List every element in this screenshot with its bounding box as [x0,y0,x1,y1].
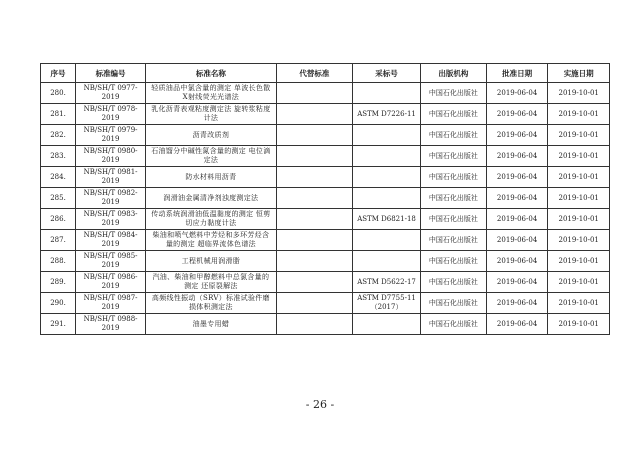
page-number: - 26 - [305,398,335,411]
cell-seq: 286. [41,209,76,230]
cell-adopted-number [353,167,421,188]
cell-adopted-number [353,146,421,167]
cell-standard-name: 高频线性振动（SRV）标准试验件磨损体积测定法 [146,293,277,314]
cell-publisher: 中国石化出版社 [421,272,487,293]
header-standard-number: 标准编号 [76,64,146,83]
cell-adopted-number [353,83,421,104]
cell-replaced-standard [276,293,352,314]
cell-seq: 280. [41,83,76,104]
cell-adopted-number: ASTM D7755-11（2017） [353,293,421,314]
table-row [41,125,610,146]
cell-replaced-standard [276,209,352,230]
cell-standard-name: 润滑油金属清净剂浊度测定法 [146,188,277,209]
cell-approval-date: 2019-06-04 [486,167,548,188]
cell-approval-date: 2019-06-04 [486,83,548,104]
cell-publisher: 中国石化出版社 [421,125,487,146]
header-adopted-number: 采标号 [353,64,421,83]
cell-implementation-date: 2019-10-01 [548,167,610,188]
cell-seq: 281. [41,104,76,125]
cell-publisher: 中国石化出版社 [421,83,487,104]
cell-implementation-date: 2019-10-01 [548,293,610,314]
cell-seq: 285. [41,188,76,209]
cell-replaced-standard [276,83,352,104]
cell-replaced-standard [276,146,352,167]
cell-replaced-standard [276,314,352,335]
cell-publisher: 中国石化出版社 [421,314,487,335]
cell-adopted-number [353,188,421,209]
cell-standard-number: NB/SH/T 0984-2019 [76,230,146,251]
cell-adopted-number [353,125,421,146]
table-row [41,209,610,230]
cell-adopted-number: ASTM D7226-11 [353,104,421,125]
standards-table [40,63,610,335]
cell-standard-name: 乳化沥青表观粘度测定法 旋转浆粘度计法 [146,104,277,125]
cell-seq: 283. [41,146,76,167]
cell-implementation-date: 2019-10-01 [548,188,610,209]
cell-standard-name: 轻质油品中氯含量的测定 单波长色散X射线荧光光谱法 [146,83,277,104]
header-approval-date: 批准日期 [486,64,548,83]
cell-replaced-standard [276,188,352,209]
cell-standard-number: NB/SH/T 0988-2019 [76,314,146,335]
cell-standard-name: 沥青改质剂 [146,125,277,146]
cell-seq: 282. [41,125,76,146]
cell-approval-date: 2019-06-04 [486,104,548,125]
cell-implementation-date: 2019-10-01 [548,230,610,251]
cell-standard-name: 工程机械用润滑脂 [146,251,277,272]
table-row [41,188,610,209]
header-publisher: 出版机构 [421,64,487,83]
cell-publisher: 中国石化出版社 [421,146,487,167]
table-row [41,83,610,104]
cell-standard-name: 柴油和喷气燃料中芳烃和多环芳烃含量的测定 超临界流体色谱法 [146,230,277,251]
cell-standard-number: NB/SH/T 0979-2019 [76,125,146,146]
cell-standard-name: 防水材料用沥青 [146,167,277,188]
cell-approval-date: 2019-06-04 [486,146,548,167]
cell-implementation-date: 2019-10-01 [548,125,610,146]
cell-standard-number: NB/SH/T 0986-2019 [76,272,146,293]
cell-implementation-date: 2019-10-01 [548,146,610,167]
table-header-row [41,64,610,83]
cell-replaced-standard [276,230,352,251]
cell-seq: 287. [41,230,76,251]
cell-implementation-date: 2019-10-01 [548,209,610,230]
cell-standard-number: NB/SH/T 0978-2019 [76,104,146,125]
cell-standard-number: NB/SH/T 0985-2019 [76,251,146,272]
table-row [41,230,610,251]
cell-implementation-date: 2019-10-01 [548,251,610,272]
cell-standard-number: NB/SH/T 0980-2019 [76,146,146,167]
cell-publisher: 中国石化出版社 [421,104,487,125]
table-row [41,146,610,167]
cell-adopted-number [353,314,421,335]
cell-implementation-date: 2019-10-01 [548,272,610,293]
cell-replaced-standard [276,125,352,146]
cell-implementation-date: 2019-10-01 [548,83,610,104]
header-standard-name: 标准名称 [146,64,277,83]
table-row [41,104,610,125]
cell-approval-date: 2019-06-04 [486,293,548,314]
table-row [41,293,610,314]
cell-standard-number: NB/SH/T 0977-2019 [76,83,146,104]
cell-publisher: 中国石化出版社 [421,230,487,251]
cell-approval-date: 2019-06-04 [486,209,548,230]
cell-standard-name: 传动系统润滑油低温黏度的测定 恒剪切应力黏度计法 [146,209,277,230]
cell-seq: 288. [41,251,76,272]
cell-publisher: 中国石化出版社 [421,251,487,272]
header-implementation-date: 实施日期 [548,64,610,83]
header-replaced-standard: 代替标准 [276,64,352,83]
cell-adopted-number [353,230,421,251]
cell-approval-date: 2019-06-04 [486,125,548,146]
cell-replaced-standard [276,272,352,293]
cell-publisher: 中国石化出版社 [421,293,487,314]
table-row [41,314,610,335]
cell-approval-date: 2019-06-04 [486,272,548,293]
cell-approval-date: 2019-06-04 [486,188,548,209]
cell-standard-number: NB/SH/T 0983-2019 [76,209,146,230]
cell-standard-number: NB/SH/T 0981-2019 [76,167,146,188]
cell-approval-date: 2019-06-04 [486,230,548,251]
cell-standard-number: NB/SH/T 0987-2019 [76,293,146,314]
cell-implementation-date: 2019-10-01 [548,314,610,335]
table-row [41,167,610,188]
cell-replaced-standard [276,104,352,125]
cell-standard-number: NB/SH/T 0982-2019 [76,188,146,209]
cell-implementation-date: 2019-10-01 [548,104,610,125]
cell-publisher: 中国石化出版社 [421,209,487,230]
cell-standard-name: 汽油、柴油和甲醇燃料中总氯含量的测定 还原裂解法 [146,272,277,293]
cell-seq: 289. [41,272,76,293]
cell-standard-name: 石油馏分中碱性氮含量的测定 电位滴定法 [146,146,277,167]
cell-standard-name: 油墨专用蜡 [146,314,277,335]
cell-replaced-standard [276,251,352,272]
cell-replaced-standard [276,167,352,188]
cell-approval-date: 2019-06-04 [486,314,548,335]
cell-adopted-number: ASTM D5622-17 [353,272,421,293]
header-seq: 序号 [41,64,76,83]
cell-adopted-number [353,251,421,272]
cell-seq: 291. [41,314,76,335]
table-row [41,251,610,272]
cell-seq: 290. [41,293,76,314]
cell-approval-date: 2019-06-04 [486,251,548,272]
cell-adopted-number: ASTM D6821-18 [353,209,421,230]
cell-publisher: 中国石化出版社 [421,188,487,209]
cell-publisher: 中国石化出版社 [421,167,487,188]
cell-seq: 284. [41,167,76,188]
table-row [41,272,610,293]
